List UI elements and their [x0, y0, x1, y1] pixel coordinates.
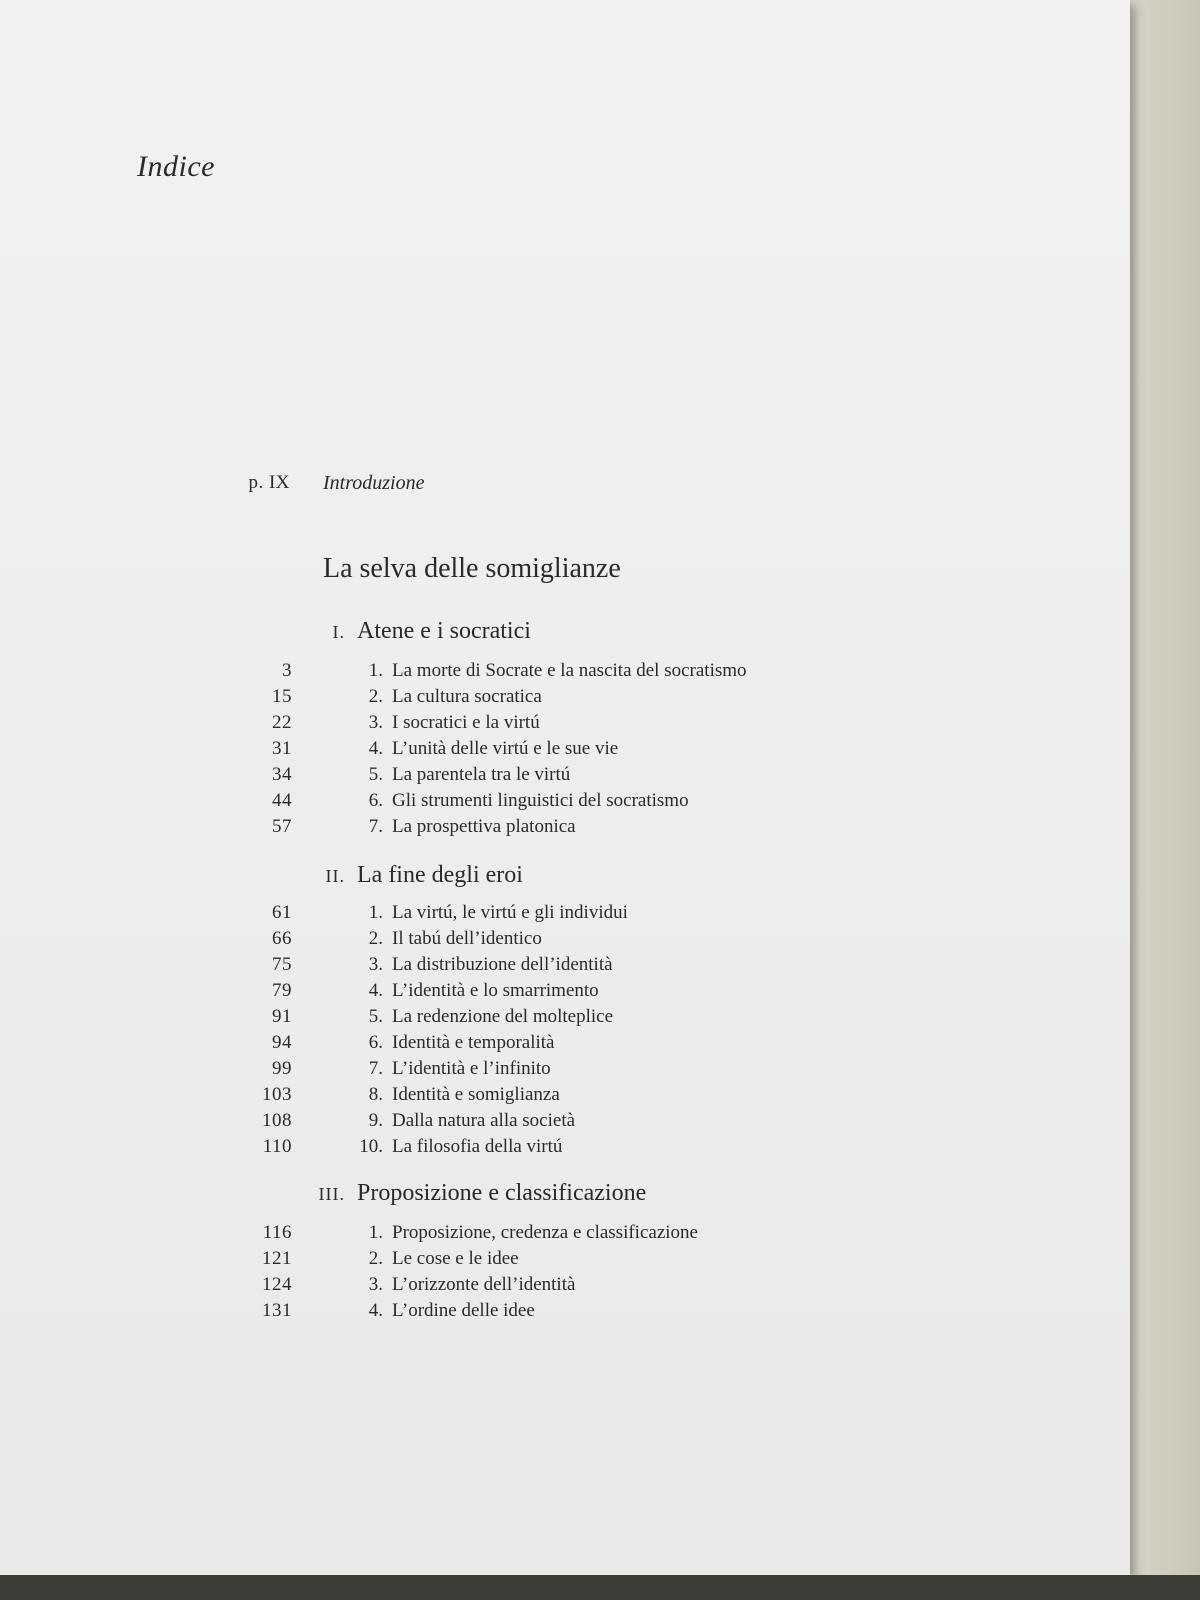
toc-entry: [0, 980, 1130, 1006]
toc-entry: [0, 764, 1130, 790]
entry-text: L’identità e lo smarrimento: [392, 980, 599, 1001]
entry-text: Le cose e le idee: [392, 1248, 519, 1269]
toc-entry: [0, 1248, 1130, 1274]
entry-text: La parentela tra le virtú: [392, 764, 571, 785]
toc-entry: [0, 1136, 1130, 1162]
entry-text: L’ordine delle idee: [392, 1300, 535, 1321]
entry-page: 99: [272, 1058, 292, 1079]
entry-number: 10.: [359, 1136, 383, 1157]
entry-text: L’identità e l’infinito: [392, 1058, 551, 1079]
entry-page: 75: [272, 954, 292, 975]
toc-entry: [0, 902, 1130, 928]
entry-text: L’unità delle virtú e le sue vie: [392, 738, 619, 759]
entry-number: 3.: [368, 712, 383, 733]
entry-page: 34: [272, 764, 292, 785]
part-title: La selva delle somiglianze: [323, 553, 621, 584]
entry-text: La morte di Socrate e la nascita del socratismo: [392, 660, 747, 681]
entry-text: Identità e somiglianza: [392, 1084, 560, 1105]
entry-page: 124: [262, 1274, 292, 1295]
entry-number: 1.: [368, 902, 383, 923]
entry-number: 5.: [368, 764, 383, 785]
toc-entry: [0, 1110, 1130, 1136]
toc-entry: [0, 816, 1130, 842]
entry-page: 121: [262, 1248, 292, 1269]
entry-page: 94: [272, 1032, 292, 1053]
entry-number: 2.: [368, 686, 383, 707]
entry-text: La filosofia della virtú: [392, 1136, 563, 1157]
background-edge: [1130, 0, 1200, 1600]
entry-number: 1.: [368, 1222, 383, 1243]
toc-entry: [0, 1300, 1130, 1326]
entry-number: 7.: [368, 1058, 383, 1079]
entry-text: L’orizzonte dell’identità: [392, 1274, 576, 1295]
entry-page: 79: [272, 980, 292, 1001]
entry-number: 8.: [368, 1084, 383, 1105]
toc-entry: [0, 738, 1130, 764]
entry-page: 15: [272, 686, 292, 707]
toc-entry: [0, 1084, 1130, 1110]
toc-entry: [0, 712, 1130, 738]
entry-number: 9.: [368, 1110, 383, 1131]
entry-number: 4.: [368, 980, 383, 1001]
entry-text: La virtú, le virtú e gli individui: [392, 902, 628, 923]
entry-text: La distribuzione dell’identità: [392, 954, 613, 975]
entry-number: 2.: [368, 928, 383, 949]
entry-number: 4.: [368, 738, 383, 759]
toc-entry: [0, 790, 1130, 816]
entry-page: 3: [282, 660, 292, 681]
entry-text: I socratici e la virtú: [392, 712, 540, 733]
entry-number: 3.: [368, 1274, 383, 1295]
entry-page: 110: [262, 1136, 292, 1157]
entry-text: La redenzione del molteplice: [392, 1006, 614, 1027]
entry-page: 91: [272, 1006, 292, 1027]
entry-page: 116: [262, 1222, 292, 1243]
entry-text: Gli strumenti linguistici del socratismo: [392, 790, 689, 811]
page-title: Indice: [137, 150, 215, 183]
chapter-title: Proposizione e classificazione: [357, 1180, 647, 1206]
entry-page: 44: [272, 790, 292, 811]
toc-entry: [0, 1222, 1130, 1248]
entry-page: 22: [272, 712, 292, 733]
entry-page: 31: [272, 738, 292, 759]
intro-page-number: p. IX: [248, 472, 290, 493]
toc-entry: [0, 1006, 1130, 1032]
toc-entry: [0, 686, 1130, 712]
entry-page: 131: [262, 1300, 292, 1321]
toc-entry: [0, 1032, 1130, 1058]
entry-number: 1.: [368, 660, 383, 681]
entry-number: 4.: [368, 1300, 383, 1321]
toc-entry: [0, 1058, 1130, 1084]
chapter-heading: [300, 862, 523, 889]
chapter-title: La fine degli eroi: [357, 862, 523, 888]
entry-number: 5.: [368, 1006, 383, 1027]
chapter-number: I.: [332, 622, 345, 642]
entry-page: 108: [262, 1110, 292, 1131]
entry-text: Identità e temporalità: [392, 1032, 555, 1053]
toc-entry: [0, 928, 1130, 954]
entry-text: La cultura socratica: [392, 686, 542, 707]
entry-text: Dalla natura alla società: [392, 1110, 576, 1131]
entry-page: 61: [272, 902, 292, 923]
entry-number: 6.: [368, 790, 383, 811]
chapter-heading: [300, 1180, 646, 1207]
entry-text: Il tabú dell’identico: [392, 928, 542, 949]
entry-number: 7.: [368, 816, 383, 837]
entry-number: 6.: [368, 1032, 383, 1053]
chapter-number: II.: [325, 866, 345, 886]
chapter-number: III.: [318, 1184, 345, 1204]
entry-text: Proposizione, credenza e classificazione: [392, 1222, 698, 1243]
toc-entry: [0, 660, 1130, 686]
toc-entry: [0, 954, 1130, 980]
entry-number: 2.: [368, 1248, 383, 1269]
entry-page: 66: [272, 928, 292, 949]
toc-entry: [0, 1274, 1130, 1300]
chapter-title: Atene e i socratici: [357, 618, 531, 644]
chapter-heading: [300, 618, 531, 645]
background-edge: [0, 1575, 1200, 1600]
entry-page: 103: [262, 1084, 292, 1105]
entry-number: 3.: [368, 954, 383, 975]
intro-label: Introduzione: [323, 472, 425, 494]
entry-text: La prospettiva platonica: [392, 816, 576, 837]
entry-page: 57: [272, 816, 292, 837]
